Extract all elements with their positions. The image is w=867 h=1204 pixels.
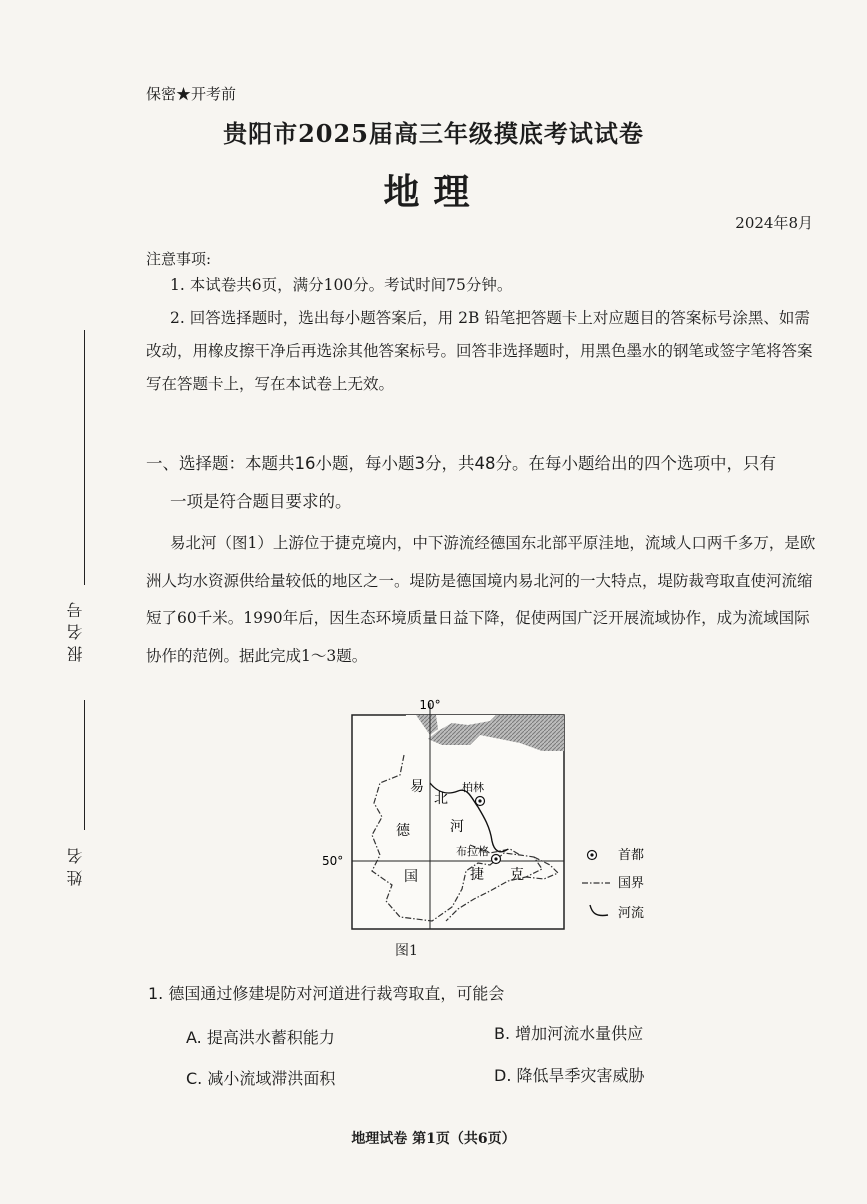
- notice-heading: 注意事项:: [146, 250, 212, 268]
- option-c: C. 减小流域滞洪面积: [186, 1069, 336, 1088]
- option-a: A. 提高洪水蓄积能力: [186, 1028, 335, 1047]
- label-prague: 布拉格: [456, 845, 489, 858]
- confidential-mark: 保密★开考前: [146, 85, 237, 103]
- label-berlin: 柏林: [462, 781, 484, 794]
- section-heading-line2: 一项是符合题目要求的。: [170, 492, 352, 511]
- elbe-map-figure: [320, 695, 660, 935]
- exam-no-line: [84, 330, 85, 585]
- legend-river-label: 河流: [618, 906, 645, 921]
- lat-label: 50°: [322, 854, 344, 868]
- exam-no-label: 报名号: [66, 596, 85, 662]
- legend-capital-label: 首都: [618, 848, 645, 863]
- label-ke: 克: [510, 867, 524, 883]
- notice-item-2: 2. 回答选择题时，选出每小题答案后，用 2B 铅笔把答题卡上对应题目的答案标号涂黑、如需改动，用橡皮擦干净后再选涂其他答案标号。回答非选择题时，用黑色墨水的钢笔或签字笔将答案写在答题卡上，写在本试卷上无效。: [146, 309, 813, 393]
- lon-label: 10°: [419, 698, 441, 712]
- name-label: 姓名: [66, 842, 85, 886]
- figure-caption: 图1: [395, 943, 418, 959]
- label-guo: 国: [404, 869, 418, 885]
- section-heading-line1: 一、选择题：本题共16小题，每小题3分，共48分。在每小题给出的四个选项中，只有: [146, 454, 776, 473]
- label-yi: 易: [410, 779, 424, 795]
- label-jie: 捷: [470, 867, 484, 883]
- name-line: [84, 700, 85, 830]
- question-1-stem: 1. 德国通过修建堤防对河道进行裁弯取直，可能会: [148, 984, 505, 1003]
- page-footer: 地理试卷 第1页（共6页）: [351, 1131, 516, 1147]
- legend-river-icon: [590, 905, 608, 916]
- subject-title: 地理: [383, 171, 484, 213]
- notice-item-1: 1. 本试卷共6页，满分100分。考试时间75分钟。: [170, 276, 513, 294]
- legend-border-label: 国界: [618, 876, 645, 891]
- label-he: 河: [450, 819, 464, 835]
- option-d: D. 降低旱季灾害威胁: [494, 1066, 645, 1085]
- exam-date: 2024年8月: [735, 214, 813, 232]
- label-de: 德: [396, 823, 410, 839]
- section-heading: [146, 445, 818, 521]
- intro-paragraph: 易北河（图1）上游位于捷克境内，中下游流经德国东北部平原洼地，流域人口两千多万，是欧洲人均水资源供给量较低的地区之一。堤防是德国境内易北河的一大特点，堤防裁弯取直使河流缩短了60千米。1990年后，因生态环境质量日益下降，促使两国广泛开展流域协作，成为流域国际协作的范例。据此完成1～3题。: [146, 534, 816, 665]
- option-b: B. 增加河流水量供应: [494, 1024, 644, 1043]
- label-bei: 北: [434, 791, 448, 807]
- exam-title: 贵阳市2025届高三年级摸底考试试卷: [223, 119, 644, 148]
